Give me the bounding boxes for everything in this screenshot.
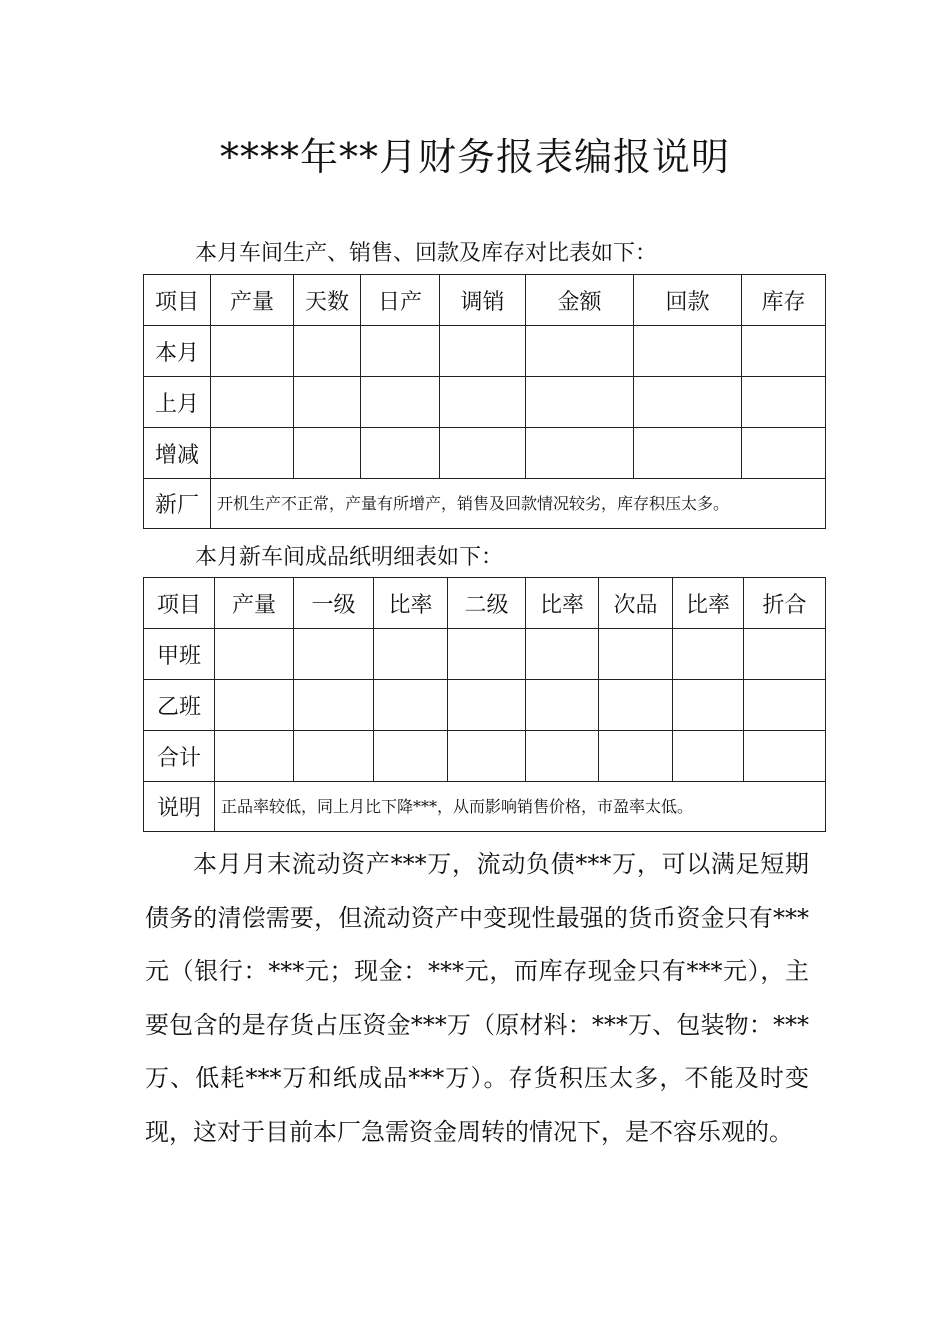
table-cell [215,629,294,680]
table-cell [215,680,294,731]
table-cell [374,731,448,782]
table-cell [448,629,526,680]
table-cell [294,680,374,731]
table-cell [215,731,294,782]
table-cell [599,680,673,731]
note-row [144,479,826,529]
row-label: 新厂 [144,479,211,529]
table-cell [440,428,526,479]
summary-paragraph: 本月月末流动资产***万，流动负债***万，可以满足短期债务的清偿需要，但流动资产中变现性最强的货币资金只有***元（银行：***元；现金：***元，而库存现金只有***元），主要包含的是存货占压资金***万（原材料：***万、包装物：***万、低耗***万和纸成品***万）。存货积压太多，不能及时变现，这对于目前本厂急需资金周转的情况下，是不容乐观的。 [145,850,809,1146]
table-row [144,731,826,782]
table-cell [211,377,294,428]
table-cell [294,377,361,428]
row-label: 说明 [144,782,215,832]
table-cell [294,731,374,782]
table-cell [294,629,374,680]
table-cell [599,629,673,680]
table-cell [526,428,634,479]
table-row [144,629,826,680]
table-cell [294,326,361,377]
header-cell: 产量 [215,578,294,629]
page-title: ****年**月财务报表编报说明 [219,135,730,179]
table2-intro: 本月新车间成品纸明细表如下： [195,545,504,570]
table-cell [742,428,826,479]
header-cell: 日产 [361,275,440,326]
table-cell [526,629,599,680]
table-cell [374,680,448,731]
table-cell [742,377,826,428]
table-cell [526,326,634,377]
table-row [144,326,826,377]
finished-paper-detail-table [143,577,826,832]
table-cell [361,428,440,479]
table-cell [742,326,826,377]
header-cell: 折合 [744,578,826,629]
header-cell: 天数 [294,275,361,326]
table-cell [448,731,526,782]
table-cell [634,326,742,377]
note-text: 开机生产不正常，产量有所增产，销售及回款情况较劣，库存积压太多。 [211,479,826,529]
table-cell [634,377,742,428]
table-cell [211,326,294,377]
header-cell: 金额 [526,275,634,326]
table1-intro: 本月车间生产、销售、回款及库存对比表如下： [195,241,658,266]
table-cell [440,377,526,428]
table-row [144,377,826,428]
table-header-row [144,275,826,326]
header-cell: 调销 [440,275,526,326]
header-cell: 比率 [526,578,599,629]
table-cell [744,629,826,680]
row-label: 乙班 [144,680,215,731]
table-cell [744,680,826,731]
row-label: 甲班 [144,629,215,680]
header-cell: 项目 [144,578,215,629]
row-label: 本月 [144,326,211,377]
table-header-row [144,578,826,629]
header-cell: 库存 [742,275,826,326]
row-label: 合计 [144,731,215,782]
table-cell [448,680,526,731]
table-cell [673,629,744,680]
row-label: 增减 [144,428,211,479]
table-cell [599,731,673,782]
table-row [144,428,826,479]
header-cell: 产量 [211,275,294,326]
table-cell [211,428,294,479]
header-cell: 回款 [634,275,742,326]
table-cell [673,731,744,782]
table-row [144,680,826,731]
table-cell [744,731,826,782]
production-sales-comparison-table [143,274,826,529]
note-text: 正品率较低，同上月比下降***，从而影响销售价格，市盈率太低。 [215,782,826,832]
table-cell [526,731,599,782]
table-cell [673,680,744,731]
table-cell [294,428,361,479]
note-row [144,782,826,832]
table-cell [361,377,440,428]
header-cell: 比率 [374,578,448,629]
table-cell [526,377,634,428]
header-cell: 二级 [448,578,526,629]
table-cell [634,428,742,479]
header-cell: 次品 [599,578,673,629]
header-cell: 一级 [294,578,374,629]
header-cell: 项目 [144,275,211,326]
table-cell [374,629,448,680]
table-cell [361,326,440,377]
table-cell [440,326,526,377]
row-label: 上月 [144,377,211,428]
table-cell [526,680,599,731]
header-cell: 比率 [673,578,744,629]
